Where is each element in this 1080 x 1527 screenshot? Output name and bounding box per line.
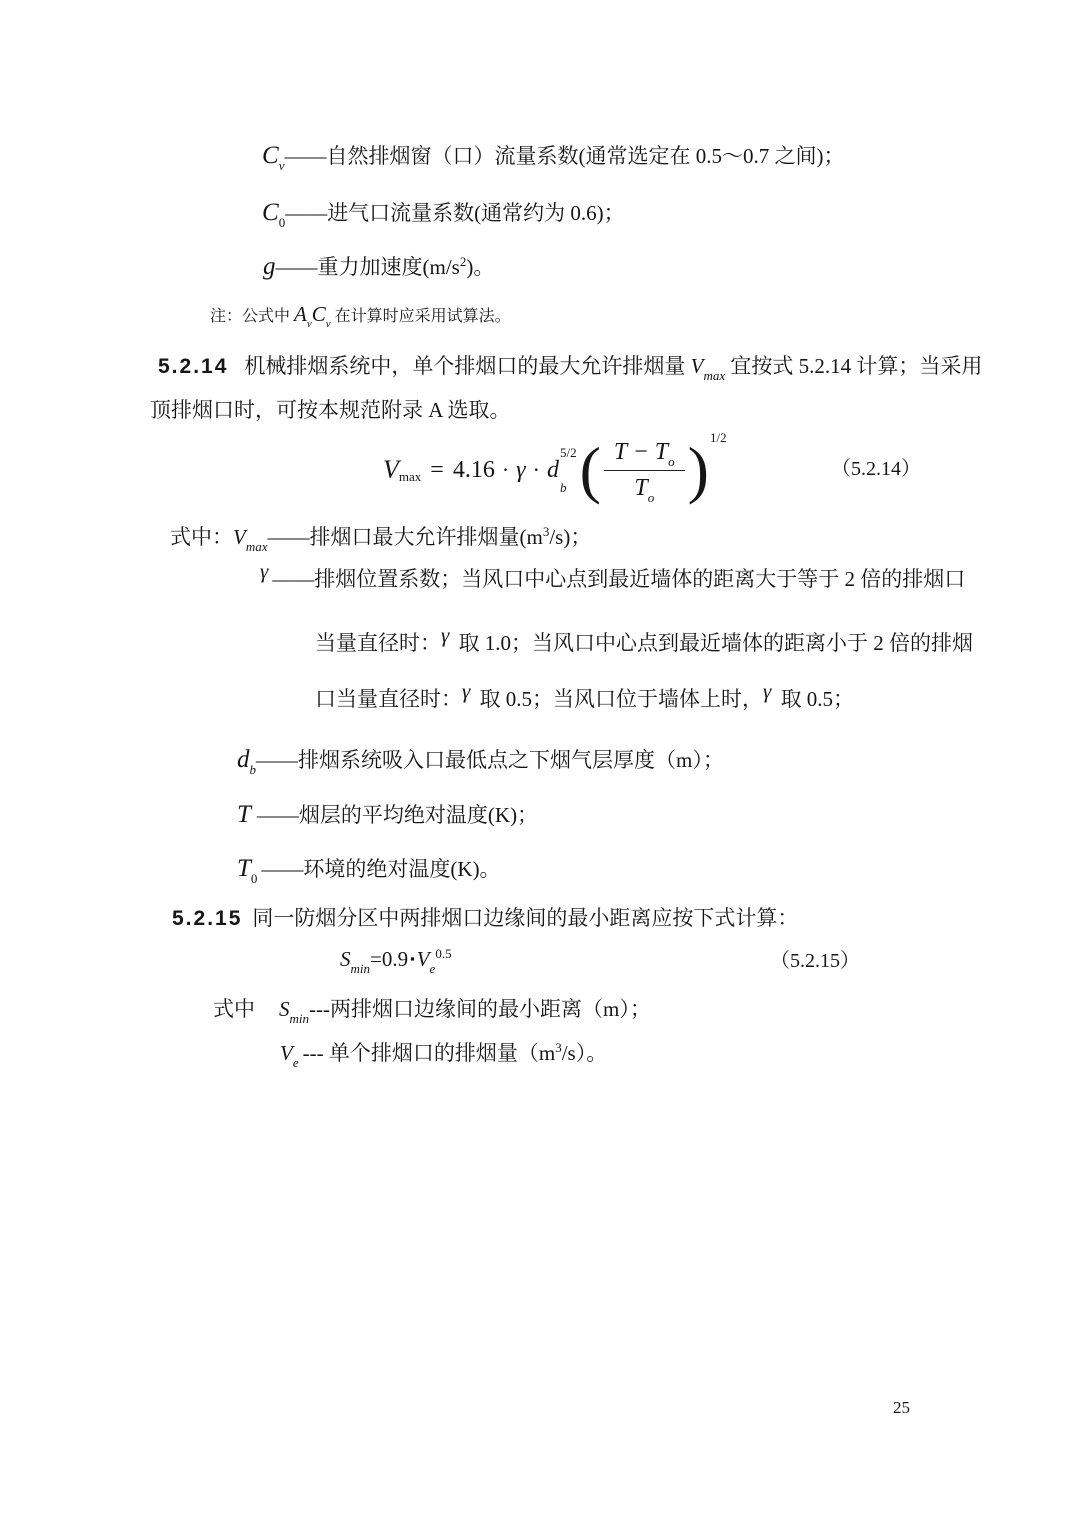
definition-T-text: ——烟层的平均绝对温度(K)； (256, 803, 539, 827)
var-To-den: T (634, 474, 648, 501)
var-vmax: V (233, 525, 246, 549)
multiply-dot: · (532, 457, 540, 482)
var-To-den-sub: o (647, 489, 655, 505)
symbol-C0: C (262, 199, 279, 226)
fraction-denominator (634, 471, 655, 505)
equation-tag-5-2-14: （5.2.14） (831, 458, 921, 480)
var-To-sub: o (668, 453, 675, 469)
gamma3-tail: 取 0.5； (775, 687, 855, 711)
symbol-Cv: C (311, 302, 326, 326)
definition-T (237, 799, 538, 832)
gamma3-pre: 口当量直径时： (315, 687, 462, 711)
definition-c0 (262, 197, 625, 230)
page-number: 25 (893, 1398, 910, 1417)
note-line (210, 301, 511, 328)
var-T: T (613, 438, 628, 465)
d-subsup-stack (560, 446, 577, 494)
symbol-d-sub: b (249, 762, 256, 777)
gamma-definition-line1 (260, 559, 966, 593)
symbol-C0-sub: 0 (278, 215, 286, 230)
eq-lhs: V (383, 455, 399, 484)
clause-text-post: 宜按式 5.2.14 计算；当采用 (725, 354, 983, 378)
var-ve-exp: 0.5 (435, 946, 452, 961)
var-vmax-sub: max (245, 539, 268, 554)
var-smin: S (279, 997, 290, 1021)
fraction-numerator (604, 439, 685, 471)
definition-db (237, 744, 724, 777)
symbol-d: d (237, 746, 250, 773)
symbol-Cv-sub: v (325, 318, 331, 330)
var-ve-sub: e (429, 961, 436, 976)
definition-g-sup: 2 (459, 254, 467, 269)
clause-5-2-14-line1 (158, 353, 983, 383)
coefficient: 4.16 (452, 456, 495, 483)
symbol-C-sub: v (278, 158, 285, 173)
var-smin-sub: min (289, 1011, 309, 1026)
where-clause-1 (170, 524, 592, 554)
var-gamma: γ (260, 559, 269, 583)
symbol-Av: A (294, 302, 307, 326)
clause-5-2-15-text: 同一防烟分区中两排烟口边缘间的最小距离应按下式计算： (252, 906, 799, 930)
note-tail: 在计算时应采用试算法。 (330, 308, 511, 325)
eq-lhs-sub: max (398, 469, 422, 484)
minus-sign: − (634, 438, 648, 465)
note-label: 注： (210, 308, 243, 325)
gamma1-text: 排烟位置系数；当风口中心点到最近墙体的距离大于等于 2 倍的排烟口 (314, 567, 966, 591)
exponent-half: 1/2 (709, 430, 727, 445)
where-label: 式中 (213, 997, 255, 1021)
definition-T0 (237, 853, 501, 886)
var-d: d (546, 456, 559, 483)
gamma2-pre: 当量直径时： (315, 631, 441, 655)
where1-sup: 3 (542, 524, 550, 539)
equation-5-2-15 (340, 946, 452, 976)
dash: --- (302, 1041, 324, 1065)
ve-definition (280, 1040, 608, 1070)
gamma3-mid: 取 0.5；当风口位于墙体上时， (474, 687, 764, 711)
note-pre: 公式中 (242, 308, 295, 325)
equals-sign: = (430, 456, 444, 483)
var-gamma: γ (441, 623, 450, 647)
where1-tail: /s)； (549, 525, 592, 549)
gamma-definition-line3 (315, 679, 855, 713)
dash: —— (267, 525, 310, 549)
var-gamma: γ (462, 679, 471, 703)
symbol-T0-sub: 0 (250, 871, 258, 886)
symbol-g: g (263, 253, 276, 280)
equation-tag-5-2-15: （5.2.15） (770, 950, 860, 972)
ve-text: 单个排烟口的排烟量（m (323, 1041, 556, 1065)
where1-text: 排烟口最大允许排烟量(m (309, 525, 543, 549)
definition-g-tail: )。 (466, 255, 495, 279)
symbol-C: C (262, 142, 279, 169)
clause-5-2-15 (172, 905, 798, 932)
symbol-Av-sub: v (306, 318, 312, 330)
definition-g (263, 251, 494, 284)
gamma2-tail: 取 1.0；当风口中心点到最近墙体的距离小于 2 倍的排烟 (453, 631, 974, 655)
var-gamma: γ (516, 456, 526, 483)
definition-cv (262, 140, 844, 173)
var-vmax: V (690, 354, 704, 378)
clause-text-pre: 机械排烟系统中，单个排烟口的最大允许排烟量 (244, 354, 691, 378)
definition-cv-text: ——自然排烟窗（口）流量系数(通常选定在 0.5～0.7 之间)； (284, 144, 845, 168)
where-label: 式中： (170, 525, 233, 549)
var-ve: V (280, 1041, 293, 1065)
gamma-definition-line2 (315, 623, 974, 657)
symbol-T0: T (237, 855, 251, 882)
d-exponent: 5/2 (559, 445, 577, 460)
var-ve: V (416, 947, 430, 971)
fraction (604, 438, 685, 505)
ve-sup: 3 (555, 1040, 562, 1055)
var-vmax-sub: max (703, 368, 726, 383)
multiply-dot: · (501, 457, 510, 482)
var-gamma: γ (763, 679, 772, 703)
ve-tail: /s）。 (561, 1041, 608, 1065)
clause-number: 5.2.15 (172, 907, 243, 930)
definition-T0-text: ——环境的绝对温度(K)。 (261, 857, 501, 881)
var-smin-sub: min (350, 961, 370, 976)
eq-mid: =0.9 (370, 947, 409, 971)
dash: --- (309, 997, 330, 1021)
var-ve-sub: e (292, 1055, 299, 1070)
open-paren: ( (579, 433, 601, 505)
d-subscript: b (559, 480, 567, 495)
clause-5-2-14-line2 (150, 397, 511, 424)
multiply-dot: ▪ (410, 951, 415, 966)
clause-number: 5.2.14 (158, 355, 229, 378)
where-clause-2 (213, 996, 651, 1026)
var-To: T (654, 438, 669, 465)
close-paren: ) (687, 433, 709, 505)
definition-c0-text: ——进气口流量系数(通常约为 0.6)； (285, 201, 625, 225)
definition-db-text: ——排烟系统吸入口最低点之下烟气层厚度（m）； (256, 748, 724, 772)
symbol-T: T (237, 801, 251, 828)
equation-5-2-14 (383, 428, 726, 512)
where2-text: 两排烟口边缘间的最小距离（m）； (329, 997, 651, 1021)
definition-g-text: ——重力加速度(m/s (275, 255, 460, 279)
var-smin: S (340, 947, 351, 971)
dash: —— (272, 567, 315, 591)
clause-text-line2: 顶排烟口时，可按本规范附录 A 选取。 (150, 398, 511, 422)
